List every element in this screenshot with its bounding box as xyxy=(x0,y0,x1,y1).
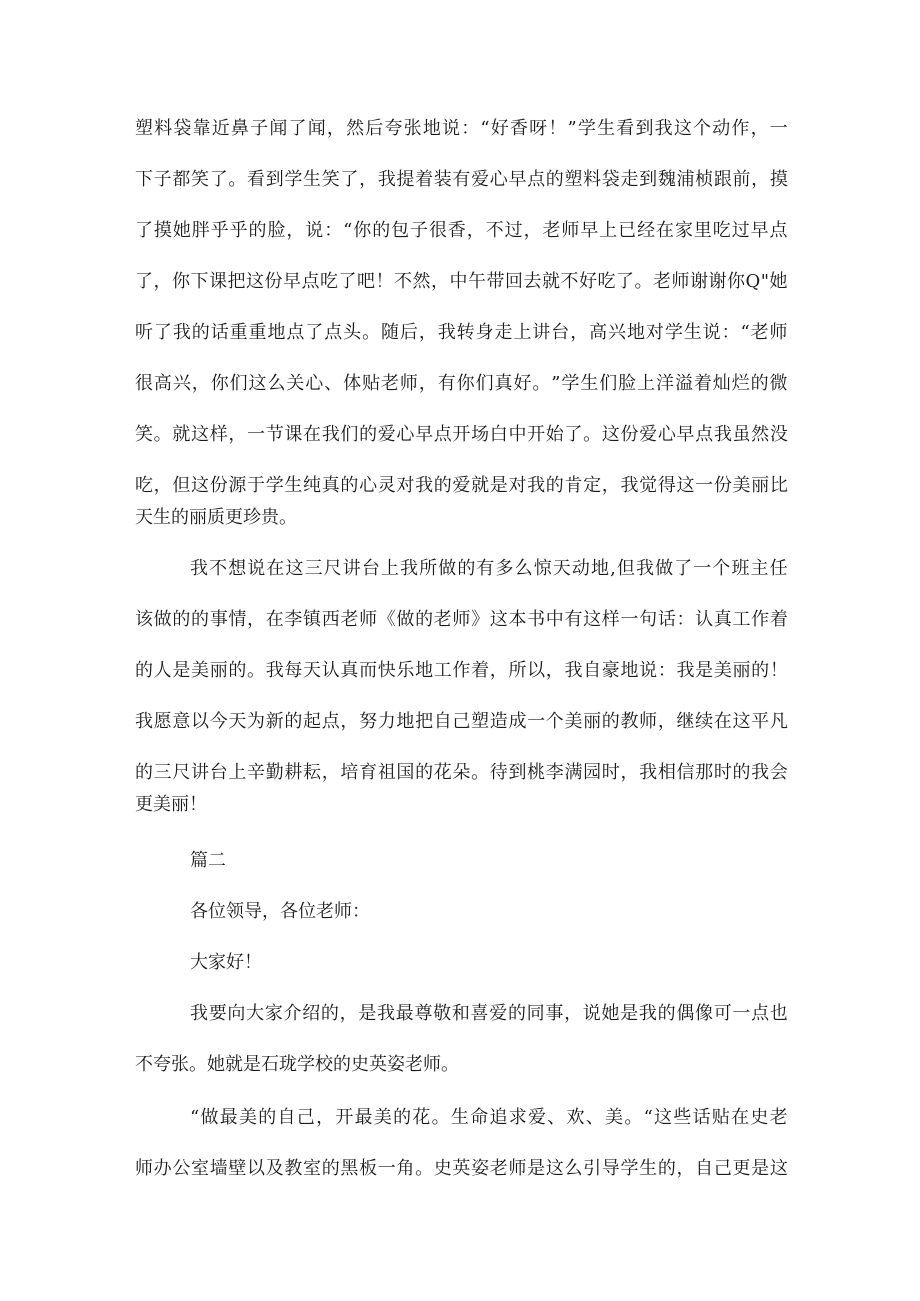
text-line: 了 ， 你 下 课 把 这 份 早 点 吃 了 吧 ！ 不 然 ， 中 午 带 回 去 就 不 好 吃 了 。 老 师 谢 谢 你 Q " 她 xyxy=(135,271,788,292)
text-line: 我 不 想 说 在 这 三 尺 讲 台 上 我 所 做 的 有 多 么 惊 天 动 地 , 但 我 做 了 一 个 班 主 任 xyxy=(190,558,788,579)
text-line: 我 愿 意 以 今 天 为 新 的 起 点 ， 努 力 地 把 自 己 塑 造 成 一 个 美 丽 的 教 师 ， 继 续 在 这 平 凡 xyxy=(135,711,788,732)
text-line: 天生的丽质更珍贵。 xyxy=(135,507,297,528)
text-line: 听 了 我 的 话 重 重 地 点 了 点 头 。 随 后 ， 我 转 身 走 上 讲 台 ， 高 兴 地 对 学 生 说 ： “ 老 师 xyxy=(135,322,788,343)
section-heading: 篇二 xyxy=(190,850,226,871)
text-line: “ 做 最 美 的 自 己 ， 开 最 美 的 花 。 生 命 追 求 爱 、 欢 、 美 。 “ 这 些 话 贴 在 史 老 xyxy=(190,1107,788,1128)
text-line: 了 摸 她 胖 乎 乎 的 脸 ， 说 ： “ 你 的 包 子 很 香 ， 不 过 ， 老 师 早 上 已 经 在 家 里 吃 过 早 点 xyxy=(135,220,788,241)
text-line: 很 高 兴 ， 你 们 这 么 关 心 、 体 贴 老 师 ， 有 你 们 真 好 。 ” 学 生 们 脸 上 洋 溢 着 灿 烂 的 微 xyxy=(135,373,788,394)
greeting: 大家好！ xyxy=(190,952,262,973)
text-line: 不夸张。她就是石珑学校的史英姿老师。 xyxy=(135,1054,459,1075)
text-line: 吃 ， 但 这 份 源 于 学 生 纯 真 的 心 灵 对 我 的 爱 就 是 对 我 的 肯 定 ， 我 觉 得 这 一 份 美 丽 比 xyxy=(135,475,788,496)
text-line: 师 办 公 室 墙 壁 以 及 教 室 的 黑 板 一 角 。 史 英 姿 老 师 是 这 么 引 导 学 生 的 ， 自 己 更 是 这 xyxy=(135,1158,788,1179)
text-line: 的 三 尺 讲 台 上 辛 勤 耕 耘 ， 培 育 祖 国 的 花 朵 。 待 到 桃 李 满 园 时 ， 我 相 信 那 时 的 我 会 xyxy=(135,762,788,783)
text-line: 更美丽！ xyxy=(135,794,207,815)
text-line: 塑 料 袋 靠 近 鼻 子 闻 了 闻 ， 然 后 夸 张 地 说 ： “ 好 香 呀 ！ ” 学 生 看 到 我 这 个 动 作 ， 一 xyxy=(135,118,788,139)
text-line: 该 做 的 的 事 情 ， 在 李 镇 西 老 师 《 做 的 老 师 》 这 本 书 中 有 这 样 一 句 话 ： 认 真 工 作 着 xyxy=(135,609,788,630)
text-line: 的 人 是 美 丽 的 。 我 每 天 认 真 而 快 乐 地 工 作 着 ， 所 以 ， 我 自 豪 地 说 ： 我 是 美 丽 的 ！ xyxy=(135,660,788,681)
salutation: 各位领导，各位老师： xyxy=(190,901,370,922)
text-line: 下 子 都 笑 了 。 看 到 学 生 笑 了 ， 我 提 着 装 有 爱 心 早 点 的 塑 料 袋 走 到 魏 浦 桢 跟 前 ， 摸 xyxy=(135,169,788,190)
text-line: 我 要 向 大 家 介 绍 的 ， 是 我 最 尊 敬 和 喜 爱 的 同 事 ， 说 她 是 我 的 偶 像 可 一 点 也 xyxy=(190,1003,788,1024)
text-line: 笑 。 就 这 样 ， 一 节 课 在 我 们 的 爱 心 早 点 开 场 白 中 开 始 了 。 这 份 爱 心 早 点 我 虽 然 没 xyxy=(135,424,788,445)
